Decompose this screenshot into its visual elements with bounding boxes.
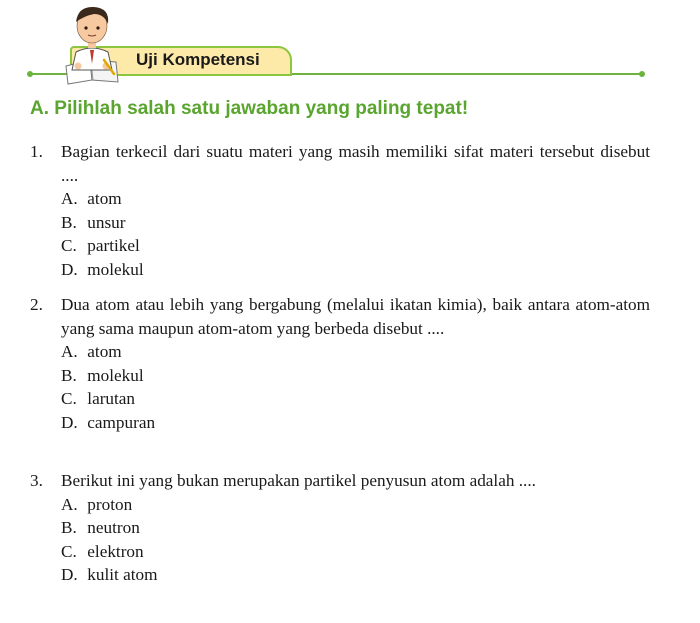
answer-option-d[interactable]: D. kulit atom bbox=[61, 565, 158, 584]
answer-option-c[interactable]: C. larutan bbox=[61, 389, 136, 408]
question-number: 2. bbox=[30, 295, 43, 314]
rule-end-dot-left bbox=[27, 71, 33, 77]
answer-option-a[interactable]: A. atom bbox=[61, 189, 122, 208]
answer-option-a[interactable]: A. proton bbox=[61, 494, 133, 514]
answer-option-c[interactable]: C. partikel bbox=[61, 236, 140, 255]
answer-option-a[interactable]: A. atom bbox=[61, 342, 122, 361]
answer-option-b[interactable]: B. unsur bbox=[61, 212, 126, 232]
student-reading-icon bbox=[60, 0, 124, 86]
section-title: A. Pilihlah salah satu jawaban yang paling tepat! bbox=[30, 98, 469, 119]
question-stem: Berikut ini yang bukan merupakan partikel penyusun atom adalah .... bbox=[61, 471, 536, 490]
question-number: 1. bbox=[30, 142, 43, 161]
question-stem: Bagian terkecil dari suatu materi yang masih memiliki sifat materi tersebut disebut .... bbox=[61, 142, 650, 185]
section-header bbox=[0, 0, 700, 90]
question-1 bbox=[30, 140, 650, 281]
answer-option-b[interactable]: B. neutron bbox=[61, 518, 140, 537]
question-3 bbox=[30, 469, 650, 587]
answer-option-b[interactable]: B. molekul bbox=[61, 365, 144, 385]
question-number: 3. bbox=[30, 471, 43, 490]
answer-option-d[interactable]: D. campuran bbox=[61, 412, 156, 432]
answer-option-d[interactable]: D. molekul bbox=[61, 259, 144, 279]
question-stem: Dua atom atau lebih yang bergabung (melalui ikatan kimia), baik antara atom-atom yang sama maupun atom-atom yang berbeda disebut .... bbox=[61, 295, 650, 338]
rule-end-dot-right bbox=[639, 71, 645, 77]
answer-option-c[interactable]: C. elektron bbox=[61, 541, 144, 561]
badge-label: Uji Kompetensi bbox=[136, 50, 260, 69]
question-2 bbox=[30, 293, 650, 434]
